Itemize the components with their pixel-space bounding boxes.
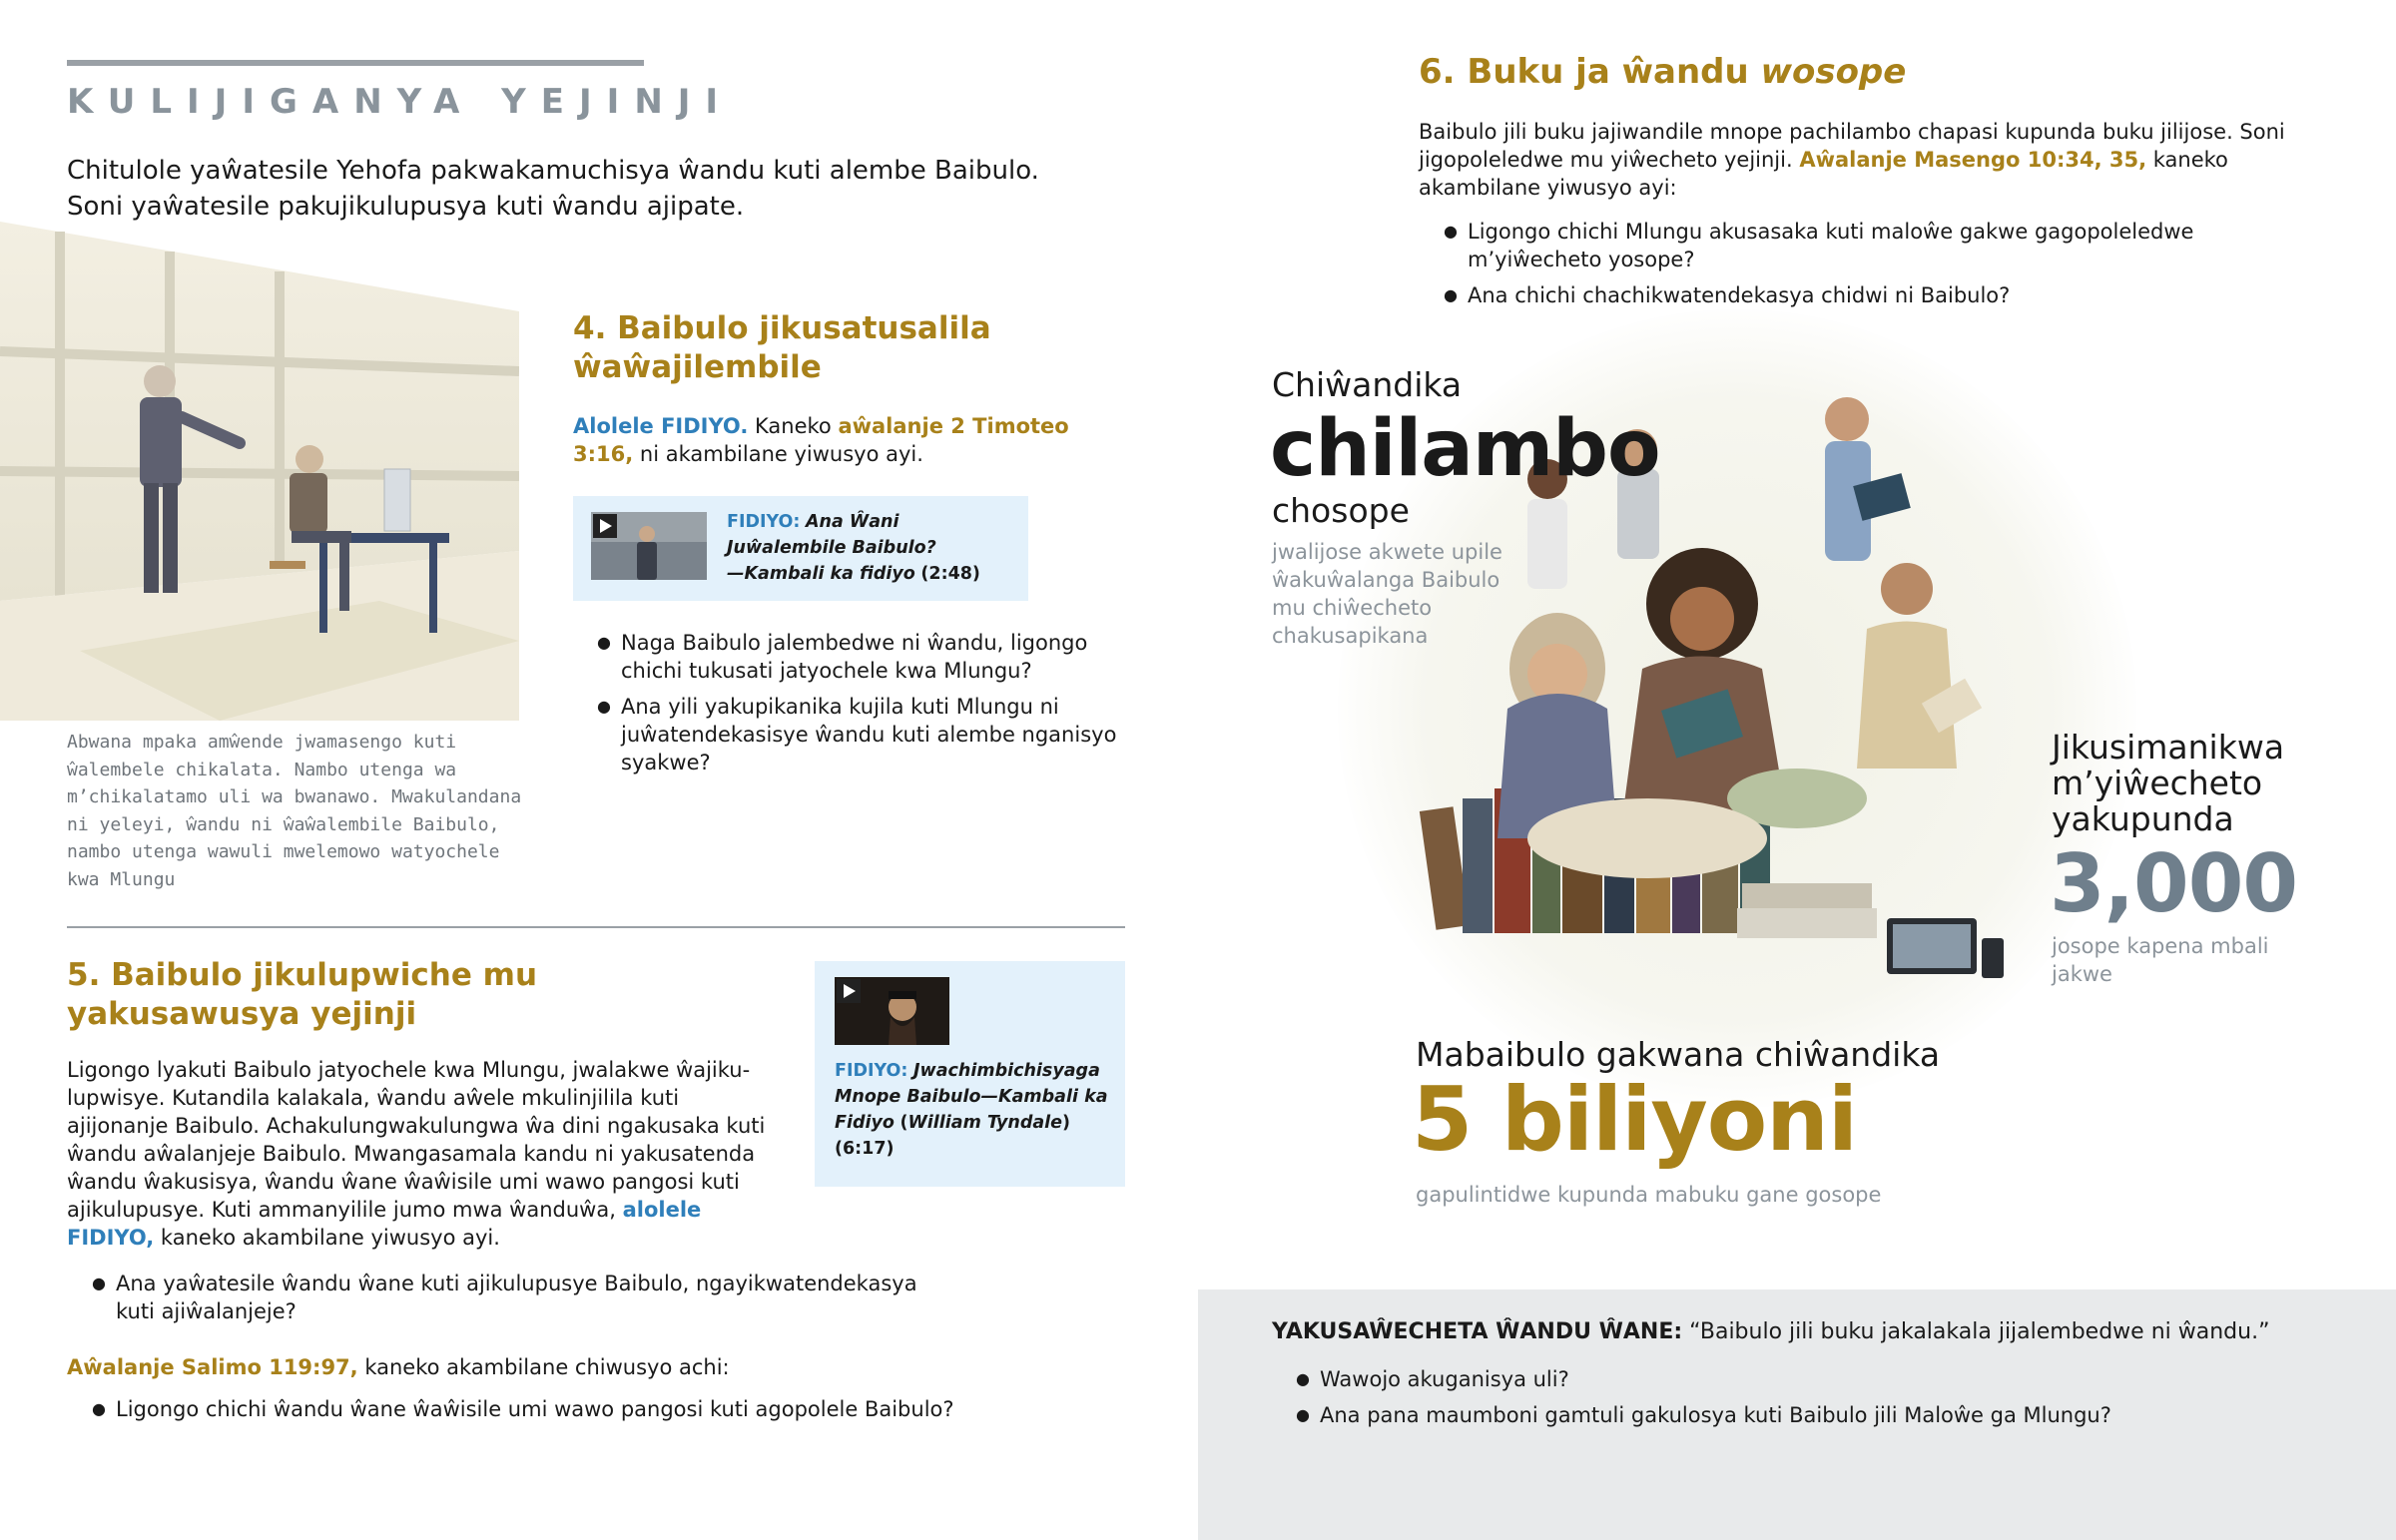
fact-3-big: 5 biliyoni xyxy=(1412,1068,1857,1171)
office-dictation-illustration xyxy=(0,222,519,721)
scripture-reference[interactable]: aŵalanje 2 Timoteo 3:16, xyxy=(573,414,1069,466)
section-5-title: 5. Baibulo jikulupwiche mu yakusawusya yejinji xyxy=(67,957,538,1032)
section-4-instructions: Alolele FIDIYO. Kaneko aŵalanje 2 Timoteo 3:16, ni akambilane yiwusyo ayi. xyxy=(573,414,1069,466)
scripture-reference[interactable]: Aŵalanje Salimo 119:97, xyxy=(67,1355,358,1379)
section-5-reading: Aŵalanje Salimo 119:97, kaneko akambilane chiwusyo achi: xyxy=(67,1355,730,1379)
section-5-question-2 xyxy=(92,1395,990,1423)
discussion-questions xyxy=(1296,1365,2354,1437)
illustration-caption: Abwana mpaka amŵende jwamasengo kuti ŵalembele chikalata. Nambo utenga wa m’chikalatamo uli wa bwanawo. Mwakulandana ni yeleyi, ŵandu ni ŵaŵalembile Baibulo, nambo utenga wawuli mwelemowo watyochele kwa Mlungu xyxy=(67,732,522,890)
fact-2-big: 3,000 xyxy=(2050,837,2298,930)
lesson-kicker: KULIJIGANYA YEJINJI xyxy=(67,82,734,122)
scripture-reference[interactable]: Aŵalanje Masengo 10:34, 35, xyxy=(1799,148,2147,172)
fact-2-line1: Jikusimanikwa m’yiŵecheto yakupunda xyxy=(2052,728,2285,838)
list-item: ● Ana chichi chachikwatendekasya chidwi ni Baibulo? xyxy=(1444,281,2292,309)
list-item: ● Ana yaŵatesile ŵandu ŵane kuti ajikulupusye Baibulo, ngayikwatendekasya kuti ajiŵalanjeje? xyxy=(92,1270,960,1325)
fact-1-big: chilambo xyxy=(1270,404,1660,494)
discussion-box xyxy=(1198,1289,2396,1540)
section-4-title: 4. Baibulo jikusatusalila ŵaŵajilembile xyxy=(573,310,991,385)
intro-text: Chitulole yaŵatesile Yehofa pakwakamuchisya ŵandu kuti alembe Baibulo. Soni yaŵatesile pakujikulupusya kuti ŵandu ajipate. xyxy=(67,156,1039,222)
list-item: ● Ana pana maumboni gamtuli gakulosya kuti Baibulo jili Maloŵe ga Mlungu? xyxy=(1296,1401,2354,1429)
video-card-tyndale[interactable] xyxy=(815,961,1125,1187)
section-6-body: Baibulo jili buku jajiwandile mnope pachilambo chapasi kupunda buku jilijose. Soni jigopoleledwe mu yiŵecheto yejinji. Aŵalanje Masengo 10:34, 35, kaneko akambilane yiwusyo ayi: xyxy=(1419,120,2285,200)
video-thumbnail[interactable] xyxy=(591,512,707,580)
fact-1-sub: jwalijose akwete upile ŵakuŵalanga Baibulo mu chiŵecheto chakusapikana xyxy=(1272,540,1502,648)
list-item: ● Ligongo chichi ŵandu ŵane ŵaŵisile umi wawo pangosi kuti agopolele Baibulo? xyxy=(92,1395,990,1423)
watch-video-link[interactable]: Alolele FIDIYO. xyxy=(573,414,749,438)
fact-1-line1: Chiŵandika xyxy=(1272,365,1463,404)
section-5-body: Ligongo lyakuti Baibulo jatyochele kwa Mlungu, jwalakwe ŵajikulupwisye. Kutandila kalakala, ŵandu aŵele mkulinjilila kuti ajijonanje Baibulo. Achakulungwakulungwa ŵa dini ngakusaka kuti ŵandu aŵalanjeje Baibulo. Mwangasamala kandu ni yakusatenda ŵandu ŵakusisya, ŵandu ŵane ŵaŵisile umi wawo pangosi kuti ajikulupusye. Kuti ammanyilile jumo mwa ŵanduŵa, alolele FIDIYO, kaneko akambilane yiwusyo ayi. xyxy=(67,1058,766,1250)
video-card-text: FIDIYO: Ana Ŵani Juŵalembile Baibulo? —Kambali ka fidiyo (2:48) xyxy=(727,512,980,584)
fact-3-sub: gapulintidwe kupunda mabuku gane gosope xyxy=(1416,1183,1882,1207)
section-5-questions xyxy=(92,1270,960,1325)
section-6-title: 6. Buku ja ŵandu wosope xyxy=(1419,52,1907,92)
list-item: ● Wawojo akuganisya uli? xyxy=(1296,1365,2354,1393)
video-card-text: FIDIYO: Jwachimbichisyaga Mnope Baibulo—Kambali ka Fidiyo (William Tyndale) (6:17) xyxy=(835,1061,1108,1159)
watch-video-link[interactable]: alolele FIDIYO, xyxy=(67,1198,702,1250)
top-rule xyxy=(67,60,644,66)
list-item: ● Naga Baibulo jalembedwe ni ŵandu, ligongo chichi tukusati jatyochele kwa Mlungu? xyxy=(597,629,1136,685)
list-item: ● Ligongo chichi Mlungu akusasaka kuti maloŵe gakwe gagopoleledwe m’yiŵecheto yosope? xyxy=(1444,218,2292,273)
video-thumbnail[interactable] xyxy=(835,977,949,1045)
discussion-prompt: YAKUSAŴECHETA ŴANDU ŴANE: “Baibulo jili buku jakalakala jijalembedwe ni ŵandu.” xyxy=(1272,1319,2270,1344)
fact-3-line1: Mabaibulo gakwana chiŵandika xyxy=(1416,1035,1941,1074)
fact-2-sub: josope kapena mbali jakwe xyxy=(2052,934,2269,986)
video-card-who-wrote-bible[interactable] xyxy=(573,496,1028,601)
section-6-questions xyxy=(1444,218,2292,317)
section-divider xyxy=(67,926,1125,928)
section-4-questions xyxy=(597,629,1136,784)
list-item: ● Ana yili yakupikanika kujila kuti Mlungu ni juŵatendekasisye ŵandu kuti alembe nganisyo syakwe? xyxy=(597,693,1136,776)
fact-1-line2: chosope xyxy=(1272,491,1410,530)
